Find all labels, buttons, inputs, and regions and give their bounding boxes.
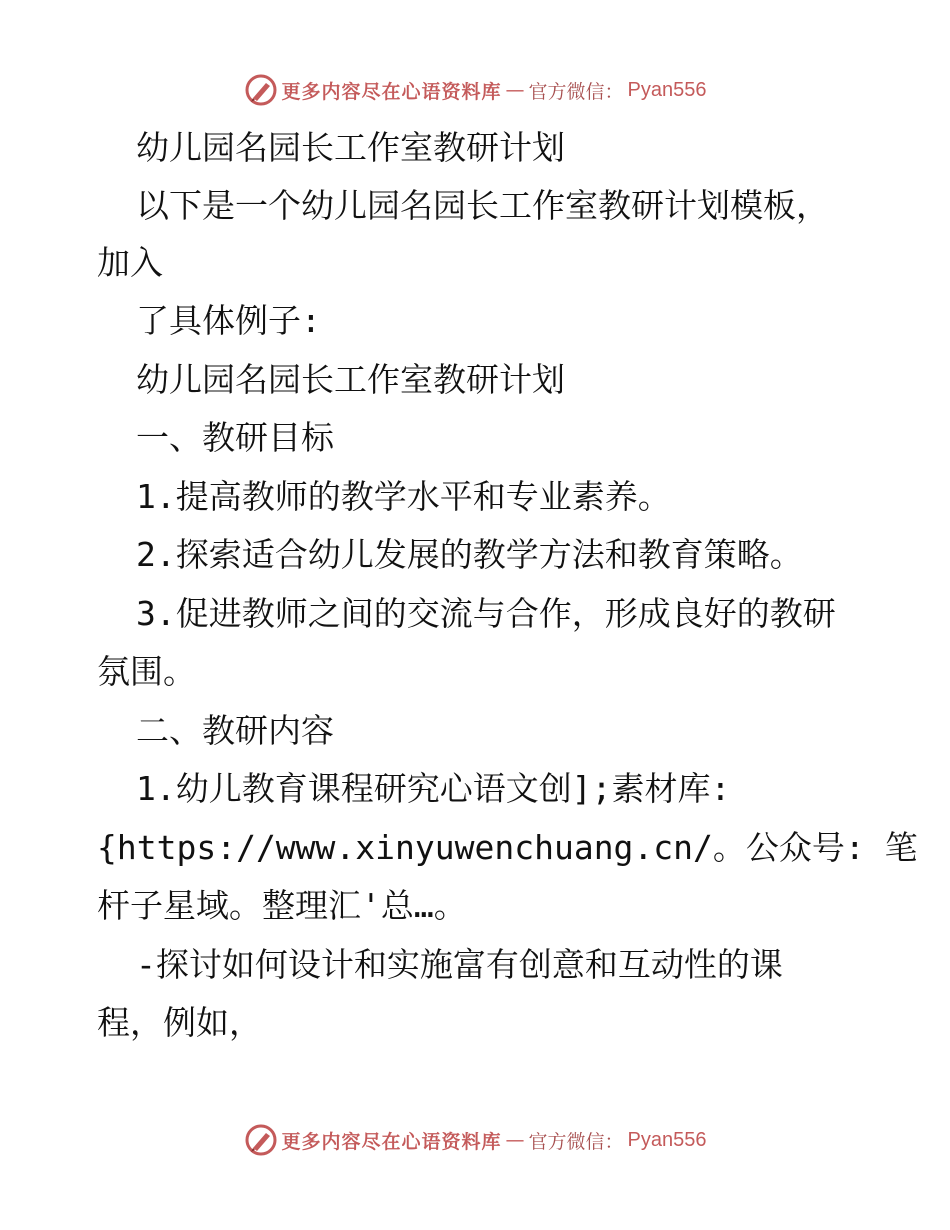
- list-item-continued: 杆子星域。整理汇'总…。: [97, 886, 467, 925]
- list-item: 3.促进教师之间的交流与合作，形成良好的教研: [136, 594, 836, 633]
- list-item-continued: {https://www.xinyuwenchuang.cn/。公众号: 笔: [97, 828, 918, 867]
- doc-line: 以下是一个幼儿园名园长工作室教研计划模板，: [136, 186, 829, 225]
- banner-wechat-id: Pyan556: [627, 1128, 707, 1151]
- banner-text: 更多内容尽在心语资料库: [281, 1130, 502, 1153]
- doc-subtitle: 幼儿园名园长工作室教研计划: [136, 360, 565, 399]
- doc-line: 加入: [97, 243, 163, 282]
- banner-wechat-label: 官方微信：: [528, 1130, 624, 1153]
- list-item: 1.提高教师的教学水平和专业素养。: [136, 477, 671, 516]
- doc-line: 了具体例子:: [136, 301, 321, 340]
- list-item-continued: 氛围。: [97, 652, 196, 691]
- pen-logo-icon: [244, 1123, 278, 1157]
- header-watermark-banner: [0, 70, 950, 110]
- banner-dash: —: [505, 79, 525, 101]
- banner-dash: —: [505, 1129, 525, 1151]
- banner-text: 更多内容尽在心语资料库: [281, 80, 502, 103]
- doc-title: 幼儿园名园长工作室教研计划: [136, 128, 565, 167]
- banner-wechat-label: 官方微信：: [528, 80, 624, 103]
- sub-item-continued: 程，例如，: [97, 1003, 262, 1042]
- pen-logo-icon: [244, 73, 278, 107]
- sub-item: -探讨如何设计和实施富有创意和互动性的课: [136, 945, 783, 984]
- section-heading: 二、教研内容: [136, 711, 334, 750]
- footer-watermark-banner: [0, 1120, 950, 1160]
- section-heading: 一、教研目标: [136, 418, 334, 457]
- banner-wechat-id: Pyan556: [627, 78, 707, 101]
- list-item: 1.幼儿教育课程研究心语文创];素材库:: [136, 769, 731, 808]
- list-item: 2.探索适合幼儿发展的教学方法和教育策略。: [136, 535, 803, 574]
